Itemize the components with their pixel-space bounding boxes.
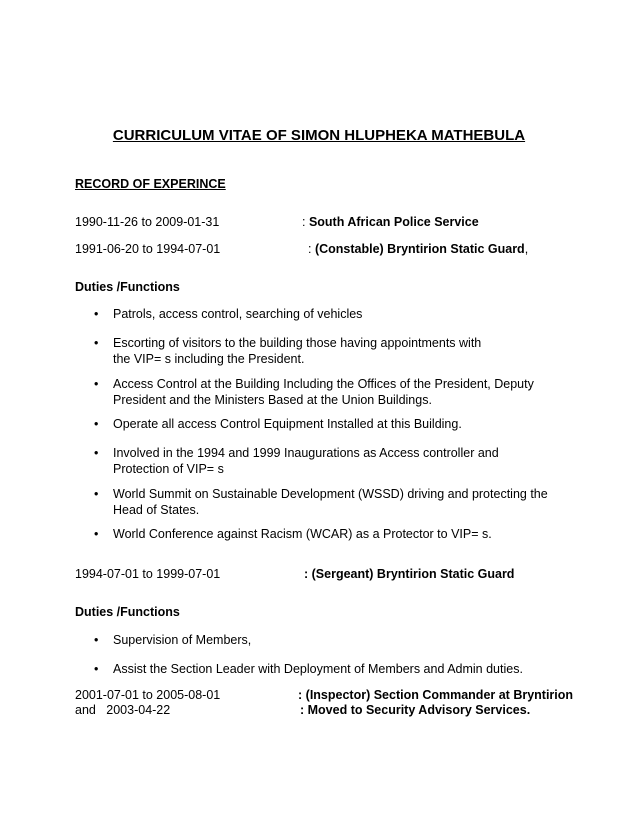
entry-4-role-line-1 xyxy=(298,688,573,702)
list-item: Escorting of visitors to the building those having appointments with the VIP= s including the President. xyxy=(113,336,482,366)
list-item: Access Control at the Building Including the Offices of the President, Deputy President and the Ministers Based at the Union Buildings. xyxy=(113,377,534,407)
bullet-icon: • xyxy=(94,307,99,321)
entry-4-date-line-1: 2001-07-01 to 2005-08-01 xyxy=(75,688,221,702)
record-heading: RECORD OF EXPERINCE xyxy=(75,177,226,191)
entry-4-role-prefix: : ( xyxy=(298,688,310,702)
bullet-icon: • xyxy=(94,662,99,676)
bullet-icon: • xyxy=(94,633,99,647)
list-item: World Conference against Racism (WCAR) as a Protector to VIP= s. xyxy=(113,527,492,541)
entry-2-date: 1991-06-20 to 1994-07-01 xyxy=(75,242,221,256)
list-item: World Summit on Sustainable Development (WSSD) driving and protecting the Head of States. xyxy=(113,487,548,517)
entry-3-date: 1994-07-01 to 1999-07-01 xyxy=(75,567,221,581)
list-item: Involved in the 1994 and 1999 Inaugurations as Access controller and Protection of VIP= s xyxy=(113,446,499,476)
entry-1-role-text: South African Police Service xyxy=(308,215,479,229)
list-item: Operate all access Control Equipment Installed at this Building. xyxy=(113,417,462,431)
entry-4-date-line-2: and 2003-04-22 xyxy=(75,703,171,717)
entry-2-separator: : xyxy=(308,242,315,256)
entry-2-role xyxy=(308,242,528,256)
entry-1-separator: : xyxy=(302,215,309,229)
bullet-icon: • xyxy=(94,377,99,391)
bullet-icon: • xyxy=(94,446,99,460)
duties-heading-1: Duties /Functions xyxy=(75,280,180,294)
entry-1-date: 1990-11-26 to 2009-01-31 xyxy=(75,215,220,229)
bullet-icon: • xyxy=(94,527,99,541)
bullet-icon: • xyxy=(94,487,99,501)
entry-2-suffix: , xyxy=(524,242,529,256)
entry-2-role-text: (Constable) Bryntirion Static Guard xyxy=(314,242,525,256)
document-title: CURRICULUM VITAE OF SIMON HLUPHEKA MATHEBULA xyxy=(112,127,526,144)
entry-4-role-line-2: : Moved to Security Advisory Services. xyxy=(300,703,531,717)
entry-1-role xyxy=(302,215,479,229)
list-item: Supervision of Members, xyxy=(113,633,252,647)
list-item: Assist the Section Leader with Deployment of Members and Admin duties. xyxy=(113,662,523,676)
duties-heading-2: Duties /Functions xyxy=(75,605,180,619)
list-item: Patrols, access control, searching of vehicles xyxy=(113,307,363,321)
bullet-icon: • xyxy=(94,336,99,350)
entry-3-role: : (Sergeant) Bryntirion Static Guard xyxy=(304,567,515,581)
entry-4-role-line-1-text: Inspector) Section Commander at Bryntirion xyxy=(309,688,574,702)
bullet-icon: • xyxy=(94,417,99,431)
